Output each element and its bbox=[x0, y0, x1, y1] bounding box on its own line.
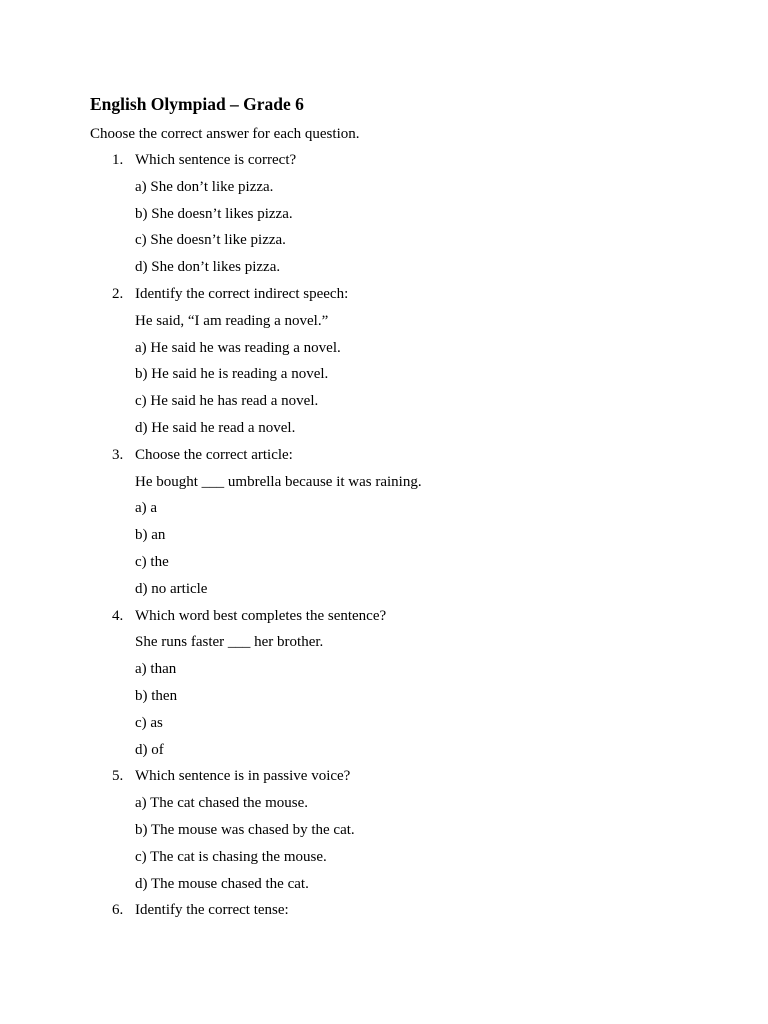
answer-option: c) The cat is chasing the mouse. bbox=[135, 848, 327, 865]
question-3 bbox=[90, 446, 710, 598]
answer-option: d) of bbox=[135, 741, 164, 758]
answer-option: c) She doesn’t like pizza. bbox=[135, 232, 286, 249]
question-prompt: Which sentence is in passive voice? bbox=[135, 768, 351, 785]
question-1 bbox=[90, 151, 710, 276]
answer-option: d) He said he read a novel. bbox=[135, 419, 296, 436]
answer-option: a) The cat chased the mouse. bbox=[135, 795, 308, 812]
question-6 bbox=[90, 901, 710, 919]
answer-option: c) He said he has read a novel. bbox=[135, 393, 319, 410]
answer-option: d) The mouse chased the cat. bbox=[135, 875, 309, 892]
question-5 bbox=[90, 767, 710, 892]
question-prompt: Which word best completes the sentence? bbox=[135, 607, 387, 624]
answer-option: d) She don’t likes pizza. bbox=[135, 259, 281, 276]
document-title: English Olympiad – Grade 6 bbox=[90, 94, 304, 114]
answer-option: a) than bbox=[135, 661, 177, 678]
question-prompt: Identify the correct tense: bbox=[135, 902, 289, 919]
document-intro: Choose the correct answer for each question. bbox=[90, 126, 360, 142]
answer-option: a) a bbox=[135, 500, 158, 517]
question-prompt: Identify the correct indirect speech: bbox=[135, 285, 349, 302]
answer-option: b) an bbox=[135, 527, 166, 544]
question-stem: He said, “I am reading a novel.” bbox=[135, 312, 329, 329]
answer-option: b) The mouse was chased by the cat. bbox=[135, 821, 355, 838]
question-prompt: Choose the correct article: bbox=[135, 446, 293, 463]
answer-option: a) He said he was reading a novel. bbox=[135, 339, 341, 356]
question-number: 6. bbox=[112, 902, 124, 919]
answer-option: d) no article bbox=[135, 580, 208, 597]
answer-option: b) He said he is reading a novel. bbox=[135, 366, 329, 383]
answer-option: c) the bbox=[135, 553, 169, 570]
answer-option: b) then bbox=[135, 687, 178, 704]
question-stem: She runs faster ___ her brother. bbox=[135, 634, 324, 651]
question-2 bbox=[90, 285, 710, 437]
answer-option: a) She don’t like pizza. bbox=[135, 178, 274, 195]
question-prompt: Which sentence is correct? bbox=[135, 152, 297, 168]
question-number: 1. bbox=[112, 152, 124, 168]
question-number: 3. bbox=[112, 446, 124, 463]
question-number: 5. bbox=[112, 768, 124, 785]
question-number: 2. bbox=[112, 285, 124, 302]
question-number: 4. bbox=[112, 607, 124, 624]
document-page bbox=[90, 92, 710, 928]
question-4 bbox=[90, 607, 710, 759]
answer-option: c) as bbox=[135, 714, 163, 731]
answer-option: b) She doesn’t likes pizza. bbox=[135, 205, 293, 222]
question-stem: He bought ___ umbrella because it was raining. bbox=[135, 473, 422, 490]
